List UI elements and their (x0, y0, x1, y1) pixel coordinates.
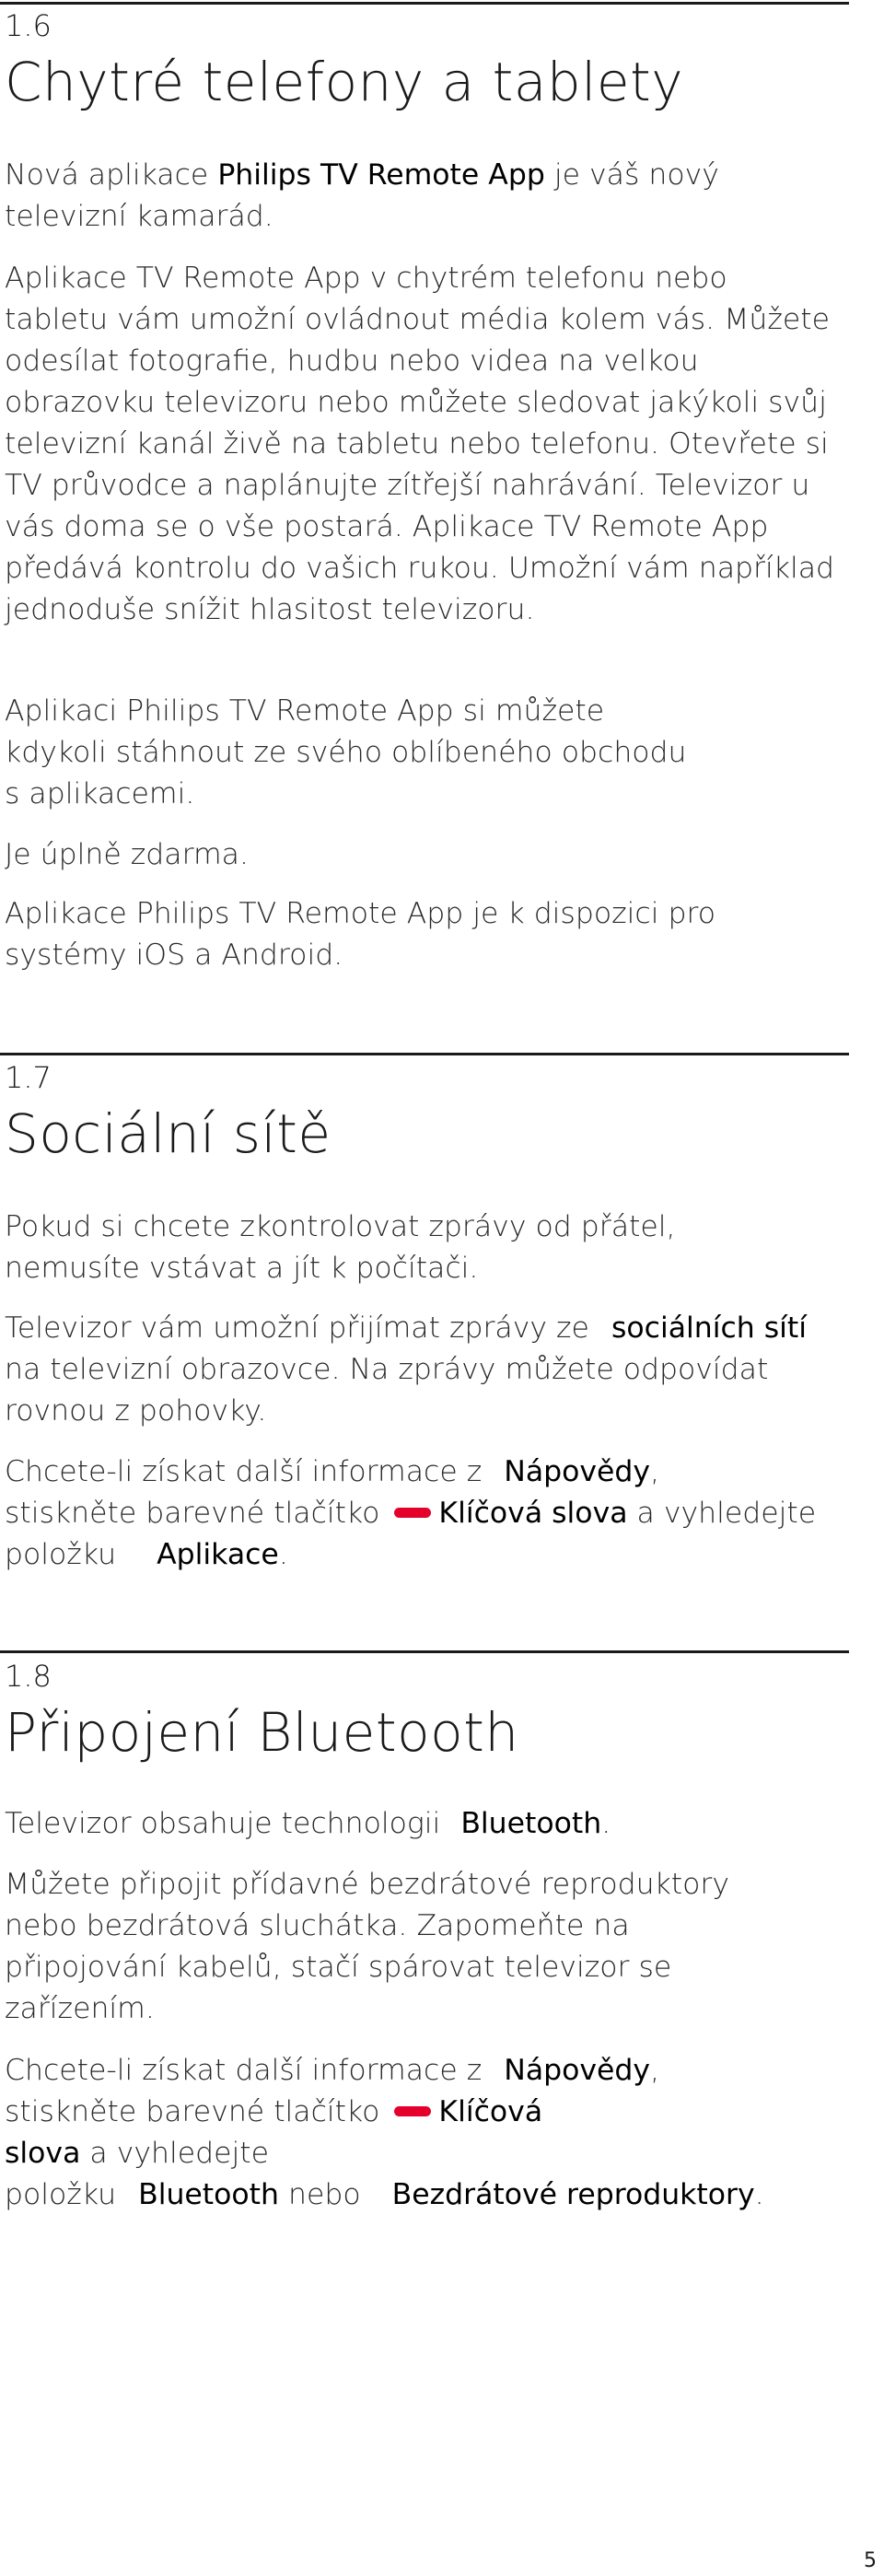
section-title: Připojení Bluetooth (5, 1701, 519, 1764)
keywords-link[interactable]: Klíčová (438, 2095, 543, 2128)
text: stiskněte barevné tlačítko (5, 1497, 380, 1530)
section-title: Sociální sítě (5, 1102, 332, 1165)
paragraph (5, 1451, 838, 1576)
text: , (650, 2054, 660, 2087)
text: nebo (279, 2178, 361, 2211)
section-rule-1-6 (0, 2, 849, 5)
section-title: Chytré telefony a tablety (5, 51, 684, 113)
page-number: 5 (864, 2549, 877, 2572)
keyword: Bluetooth (138, 2178, 279, 2211)
text: a vyhledejte (80, 2137, 269, 2170)
section-number: 1.6 (5, 8, 52, 43)
section-rule-1-8 (0, 1650, 849, 1653)
text: stiskněte barevné tlačítko (5, 2095, 380, 2128)
keywords-link[interactable]: Klíčová slova (438, 1497, 628, 1530)
text: a vyhledejte položku (5, 1497, 817, 1571)
text: položku (5, 2178, 126, 2211)
red-color-key-icon (394, 1508, 431, 1518)
help-link[interactable]: Nápovědy (504, 2054, 651, 2087)
text: , (650, 1455, 660, 1488)
help-link[interactable]: Nápovědy (504, 1455, 651, 1488)
paragraph (5, 1308, 833, 1432)
paragraph: Můžete připojit přídavné bezdrátové reproduktory nebo bezdrátová sluchátka. Zapomeňte na připojování kabelů, stačí spárovat televizor se zařízením. (5, 1868, 730, 2025)
paragraph: Aplikace Philips TV Remote App je k dispozici pro systémy iOS a Android. (5, 897, 716, 972)
text: . (601, 1807, 611, 1840)
text: Nová aplikace (5, 158, 218, 192)
text: na televizní obrazovce. Na zprávy můžete odpovídat rovnou z pohovky. (5, 1353, 769, 1428)
app-name: Philips TV Remote App (217, 158, 545, 192)
keywords-link[interactable]: slova (5, 2137, 81, 2170)
section-number: 1.8 (5, 1659, 52, 1694)
paragraph (5, 1803, 838, 1845)
keyword: Bluetooth (460, 1807, 602, 1840)
text: Televizor obsahuje technologii (5, 1807, 441, 1840)
keyword: Bezdrátové reproduktory (391, 2178, 755, 2211)
text: . (278, 1538, 288, 1571)
section-number: 1.7 (5, 1060, 52, 1095)
red-color-key-icon (394, 2106, 431, 2116)
keyword: sociálních sítí (611, 1311, 808, 1345)
text: je váš nový televizní kamarád. (5, 158, 719, 233)
text: Televizor vám umožní přijímat zprávy ze (5, 1311, 599, 1345)
text: Chcete-li získat další informace z (5, 1455, 492, 1488)
section-rule-1-7 (0, 1053, 849, 1055)
keyword: Aplikace (157, 1538, 279, 1571)
paragraph (5, 2050, 838, 2216)
text: Chcete-li získat další informace z (5, 2054, 492, 2087)
paragraph (5, 155, 838, 238)
paragraph: Pokud si chcete zkontrolovat zprávy od přátel, nemusíte vstávat a jít k počítači. (5, 1210, 676, 1285)
paragraph: Aplikace TV Remote App v chytrém telefonu nebo tabletu vám umožní ovládnout média kolem vás. Můžete odesílat fotografie, hudbu nebo videa na velkou obrazovku televizoru nebo můžete sledovat jakýkoli svůj televizní kanál živě na tabletu nebo telefonu. Otevřete si TV průvodce a naplánujte zítřejší nahrávání. Televizor u vás doma se o vše postará. Aplikace TV Remote App předává kontrolu do vašich rukou. Umožní vám například jednoduše snížit hlasitost televizoru. (5, 262, 835, 626)
paragraph: Je úplně zdarma. (5, 838, 249, 871)
paragraph: Aplikaci Philips TV Remote App si můžete kdykoli stáhnout ze svého oblíbeného obchodu s aplikacemi. (5, 694, 687, 810)
text: . (754, 2178, 764, 2211)
